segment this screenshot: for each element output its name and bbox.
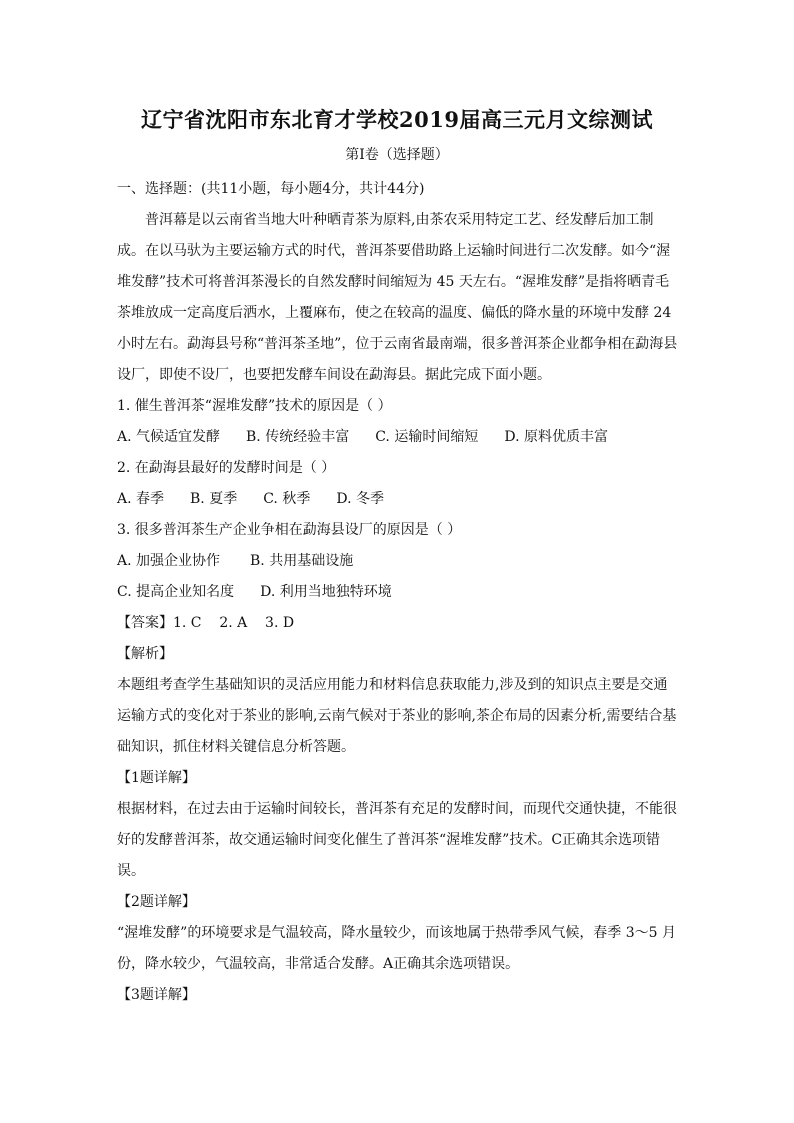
document-title: 辽宁省沈阳市东北育才学校2019届高三元月文综测试 [141, 107, 653, 132]
option: C. 秋季 [263, 491, 311, 507]
detail-3-heading: 【3题详解】 [117, 987, 196, 1003]
passage-paragraph: 普洱幕是以云南省当地大叶种晒青茶为原料,由茶农采用特定工艺、经发酵后加工制成。在以马驮为主要运输方式的时代，普洱茶要借助路上运输时间进行二次发酵。如今“渥堆发酵”技术可将普洱茶漫长的自然发酵时间缩短为 45 天左右。“渥堆发酵”是指将晒青毛茶堆放成一定高度后洒水，上覆麻布，使之在较高的温度、偏低的降水量的环境中发酵 24 小时左右。勐海县号称“普洱茶圣地”，位于云南省最南端，很多普洱茶企业都争相在勐海县设厂，即使不设厂，也要把发酵车间设在勐海县。据此完成下面小题。 [117, 212, 678, 383]
option: D. 原料优质丰富 [504, 429, 608, 445]
option: B. 夏季 [190, 491, 238, 507]
option: C. 运输时间缩短 [375, 429, 479, 445]
answer-line: 【答案】1. C 2. A 3. D [117, 615, 295, 631]
option: C. 提高企业知名度 [117, 584, 235, 600]
question-1-stem: 1. 催生普洱茶“渥堆发酵”技术的原因是（ ） [117, 398, 392, 414]
question-2-stem: 2. 在勐海县最好的发酵时间是（ ） [117, 460, 336, 476]
question-2-options [117, 484, 680, 515]
question-1-options [117, 422, 680, 453]
option: A. 气候适宜发酵 [117, 429, 221, 445]
option: A. 春季 [117, 491, 165, 507]
question-3-options-row-2 [117, 577, 680, 608]
document-body [117, 174, 680, 1011]
option: D. 利用当地独特环境 [260, 584, 392, 600]
detail-1-heading: 【1题详解】 [117, 770, 196, 786]
question-3-options-row-1 [117, 546, 680, 577]
analysis-heading: 【解析】 [117, 646, 173, 662]
detail-2-text: “渥堆发酵”的环境要求是气温较高，降水量较少，而该地属于热带季风气候，春季 3～5 月份，降水较少，气温较高，非常适合发酵。A正确其余选项错误。 [117, 925, 677, 972]
analysis-text: 本题组考查学生基础知识的灵活应用能力和材料信息获取能力,涉及到的知识点主要是交通运输方式的变化对于茶业的影响,云南气候对于茶业的影响,茶企布局的因素分析,需要结合基础知识，抓住材料关键信息分析答题。 [117, 677, 677, 755]
section-heading: 一、选择题：(共11小题，每小题4分，共计44分) [117, 181, 425, 197]
option: D. 冬季 [336, 491, 384, 507]
question-3-stem: 3. 很多普洱茶生产企业争相在勐海县设厂的原因是（ ） [117, 522, 462, 538]
detail-2-heading: 【2题详解】 [117, 894, 196, 910]
option: A. 加强企业协作 [117, 553, 221, 569]
option: B. 传统经验丰富 [246, 429, 350, 445]
section-subtitle: 第Ⅰ卷（选择题） [345, 147, 449, 163]
option: B. 共用基础设施 [250, 553, 354, 569]
detail-1-text: 根据材料，在过去由于运输时间较长，普洱茶有充足的发酵时间，而现代交通快捷，不能很好的发酵普洱茶，故交通运输时间变化催生了普洱茶“渥堆发酵”技术。C正确其余选项错误。 [117, 801, 677, 879]
